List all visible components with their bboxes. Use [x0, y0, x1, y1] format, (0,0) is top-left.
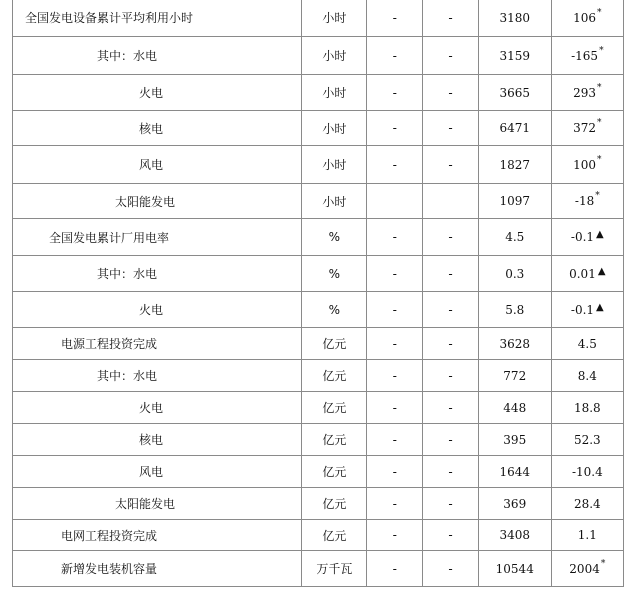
row-label-text: 太阳能发电 [115, 497, 176, 511]
table-row [13, 488, 624, 520]
value-cell-text: 10544 [495, 561, 534, 576]
change-cell [551, 0, 623, 37]
value-cell-text: 772 [503, 368, 527, 383]
col-a-cell [367, 0, 423, 37]
col-b-cell [423, 392, 479, 424]
table-row [13, 392, 624, 424]
row-label [13, 111, 302, 146]
col-b-cell-text: - [448, 464, 453, 479]
col-a-cell-text: - [392, 432, 397, 447]
row-label [13, 256, 302, 292]
change-cell-text: 52.3 [573, 432, 601, 447]
col-b-cell-text: - [448, 85, 453, 100]
unit-cell [302, 146, 367, 184]
col-b-cell-text: - [448, 157, 453, 172]
unit-cell-text: 亿元 [322, 465, 347, 479]
change-cell [551, 488, 623, 520]
table-row [13, 219, 624, 256]
change-cell [551, 360, 623, 392]
change-cell [551, 75, 623, 111]
unit-cell-text: 小时 [322, 11, 347, 25]
col-a-cell-text: - [392, 85, 397, 100]
change-cell-text: 106 [573, 10, 597, 25]
col-a-cell [367, 424, 423, 456]
unit-cell-text: 亿元 [322, 433, 347, 447]
change-cell [551, 111, 623, 146]
asterisk-mark: * [597, 118, 602, 128]
change-cell [551, 328, 623, 360]
change-cell [551, 424, 623, 456]
col-a-cell [367, 146, 423, 184]
table-row [13, 551, 624, 587]
col-a-cell-text: - [392, 230, 397, 244]
unit-cell-text: 小时 [322, 194, 347, 209]
col-a-cell-text: - [392, 561, 397, 576]
col-b-cell [423, 256, 479, 292]
col-b-cell [423, 551, 479, 587]
col-b-cell-text: - [448, 400, 453, 415]
unit-cell [302, 292, 367, 328]
unit-cell [302, 520, 367, 551]
row-label-text: 火电 [139, 401, 164, 415]
col-a-cell-text: - [392, 368, 397, 383]
col-b-cell [423, 456, 479, 488]
col-a-cell [367, 488, 423, 520]
asterisk-mark: * [597, 7, 602, 18]
table-row [13, 456, 624, 488]
row-label-text: 火电 [139, 86, 164, 100]
change-cell-text: 293 [573, 85, 597, 100]
value-cell-text: 0.3 [505, 266, 525, 281]
unit-cell-text: % [328, 230, 341, 244]
col-a-cell [367, 219, 423, 256]
col-a-cell [367, 37, 423, 75]
row-label [13, 184, 302, 219]
unit-cell [302, 392, 367, 424]
value-cell-text: 395 [503, 432, 527, 447]
table-row [13, 37, 624, 75]
asterisk-mark: * [599, 45, 604, 56]
row-label-text: 其中：水电 [97, 49, 158, 63]
asterisk-mark: * [597, 154, 602, 165]
value-cell-text: 3665 [499, 85, 531, 100]
col-b-cell-text: - [448, 496, 453, 511]
change-cell [551, 184, 623, 219]
change-cell [551, 520, 623, 551]
row-label [13, 424, 302, 456]
value-cell-text: 3628 [499, 336, 531, 351]
value-cell [478, 424, 551, 456]
value-cell-text: 6471 [499, 121, 531, 135]
row-label [13, 146, 302, 184]
value-cell-text: 1097 [499, 194, 531, 208]
change-cell-text: 28.4 [573, 496, 601, 511]
row-label-text: 电源工程投资完成 [61, 337, 158, 351]
row-label [13, 551, 302, 587]
col-a-cell-text: - [392, 336, 397, 351]
value-cell [478, 360, 551, 392]
table-row [13, 256, 624, 292]
col-a-cell-text: - [392, 496, 397, 511]
change-cell-text: -10.4 [571, 464, 603, 479]
col-a-cell-text: - [392, 528, 397, 542]
unit-cell [302, 219, 367, 256]
col-a-cell-text: - [392, 400, 397, 415]
col-b-cell-text: - [448, 230, 453, 244]
col-b-cell-text: - [448, 48, 453, 63]
row-label [13, 360, 302, 392]
change-cell-text: 4.5 [577, 336, 597, 351]
row-label-text: 电网工程投资完成 [61, 528, 158, 543]
row-label-text: 太阳能发电 [115, 194, 176, 209]
col-b-cell [423, 328, 479, 360]
col-b-cell-text: - [448, 266, 453, 281]
change-cell [551, 551, 623, 587]
table-body [13, 0, 624, 587]
col-b-cell [423, 292, 479, 328]
col-b-cell [423, 488, 479, 520]
col-a-cell [367, 75, 423, 111]
col-b-cell-text: - [448, 10, 453, 25]
col-b-cell-text: - [448, 432, 453, 447]
col-b-cell [423, 37, 479, 75]
table-row [13, 0, 624, 37]
row-label-text: 新增发电装机容量 [61, 562, 158, 576]
col-b-cell [423, 146, 479, 184]
value-cell [478, 392, 551, 424]
col-b-cell-text: - [448, 121, 453, 135]
triangle-icon: ▲ [596, 229, 604, 240]
col-b-cell-text: - [448, 336, 453, 351]
col-a-cell-text: - [392, 464, 397, 479]
col-a-cell [367, 456, 423, 488]
row-label-text: 其中：水电 [97, 369, 158, 383]
value-cell [478, 256, 551, 292]
col-b-cell-text: - [448, 368, 453, 383]
triangle-icon: ▲ [596, 301, 604, 313]
col-a-cell-text: - [392, 48, 397, 63]
change-cell-text: 8.4 [577, 368, 597, 383]
value-cell-text: 1644 [499, 464, 531, 479]
col-a-cell-text: - [392, 266, 397, 281]
unit-cell-text: % [328, 266, 341, 281]
row-label [13, 392, 302, 424]
col-a-cell [367, 520, 423, 551]
row-label [13, 219, 302, 256]
row-label-text: 火电 [139, 303, 164, 317]
col-b-cell [423, 184, 479, 219]
table-row [13, 111, 624, 146]
row-label [13, 520, 302, 551]
value-cell-text: 448 [503, 400, 527, 415]
table-row [13, 360, 624, 392]
change-cell-text: 0.01 [569, 266, 596, 281]
col-a-cell [367, 111, 423, 146]
unit-cell [302, 488, 367, 520]
unit-cell [302, 0, 367, 37]
change-cell-text: -165 [571, 48, 599, 63]
row-label [13, 292, 302, 328]
value-cell [478, 328, 551, 360]
value-cell [478, 75, 551, 111]
change-cell [551, 292, 623, 328]
triangle-icon: ▲ [597, 265, 606, 277]
asterisk-mark: * [597, 82, 602, 93]
row-label-text: 风电 [139, 158, 164, 172]
unit-cell-text: 亿元 [322, 337, 347, 351]
change-cell [551, 256, 623, 292]
unit-cell-text: 小时 [322, 49, 347, 63]
unit-cell-text: 万千瓦 [316, 562, 353, 576]
value-cell [478, 0, 551, 37]
value-cell [478, 551, 551, 587]
unit-cell [302, 37, 367, 75]
col-a-cell-text: - [392, 302, 397, 317]
col-b-cell-text: - [448, 561, 453, 576]
unit-cell [302, 256, 367, 292]
change-cell [551, 456, 623, 488]
unit-cell [302, 184, 367, 219]
row-label-text: 核电 [139, 121, 164, 136]
change-cell-text: 1.1 [577, 528, 597, 542]
table-row [13, 146, 624, 184]
unit-cell-text: 小时 [322, 121, 347, 136]
unit-cell [302, 75, 367, 111]
value-cell [478, 146, 551, 184]
table-row [13, 520, 624, 551]
change-cell [551, 392, 623, 424]
unit-cell [302, 424, 367, 456]
asterisk-mark: * [595, 191, 600, 201]
col-a-cell [367, 392, 423, 424]
change-cell [551, 146, 623, 184]
value-cell-text: 3159 [499, 48, 531, 63]
col-a-cell [367, 256, 423, 292]
change-cell-text: -0.1 [570, 230, 595, 244]
table-row [13, 75, 624, 111]
col-b-cell-text: - [448, 528, 453, 542]
change-cell-text: 100 [573, 157, 597, 172]
table-row [13, 328, 624, 360]
row-label-text: 全国发电设备累计平均利用小时 [25, 11, 194, 25]
row-label-text: 其中：水电 [97, 267, 158, 281]
col-a-cell-text: - [392, 10, 397, 25]
value-cell [478, 520, 551, 551]
col-b-cell-text: - [448, 302, 453, 317]
change-cell-text: 2004 [569, 561, 600, 576]
unit-cell-text: 亿元 [322, 401, 347, 415]
unit-cell-text: 小时 [322, 86, 347, 100]
statistics-table [12, 0, 624, 587]
unit-cell [302, 456, 367, 488]
table-row [13, 184, 624, 219]
col-b-cell [423, 0, 479, 37]
value-cell [478, 219, 551, 256]
value-cell [478, 292, 551, 328]
value-cell-text: 5.8 [505, 302, 525, 317]
col-a-cell [367, 184, 423, 219]
col-a-cell-text: - [392, 121, 397, 135]
value-cell [478, 37, 551, 75]
table-row [13, 424, 624, 456]
value-cell [478, 456, 551, 488]
value-cell [478, 488, 551, 520]
col-a-cell-text: - [392, 157, 397, 172]
row-label [13, 488, 302, 520]
value-cell-text: 3408 [499, 528, 531, 542]
change-cell [551, 37, 623, 75]
value-cell-text: 3180 [499, 10, 531, 25]
col-b-cell [423, 111, 479, 146]
value-cell-text: 1827 [499, 157, 531, 172]
col-a-cell [367, 328, 423, 360]
col-b-cell [423, 219, 479, 256]
col-a-cell [367, 360, 423, 392]
row-label-text: 风电 [139, 465, 164, 479]
unit-cell-text: 小时 [322, 158, 347, 172]
change-cell-text: 18.8 [573, 400, 601, 415]
unit-cell-text: % [328, 302, 341, 317]
col-a-cell [367, 292, 423, 328]
col-b-cell [423, 424, 479, 456]
value-cell [478, 111, 551, 146]
row-label-text: 全国发电累计厂用电率 [49, 230, 170, 245]
asterisk-mark: * [600, 558, 606, 569]
row-label [13, 37, 302, 75]
unit-cell [302, 551, 367, 587]
row-label [13, 0, 302, 37]
unit-cell-text: 亿元 [322, 369, 347, 383]
col-b-cell [423, 75, 479, 111]
row-label [13, 75, 302, 111]
unit-cell [302, 360, 367, 392]
col-b-cell [423, 520, 479, 551]
change-cell [551, 219, 623, 256]
row-label [13, 456, 302, 488]
unit-cell [302, 111, 367, 146]
change-cell-text: -0.1 [570, 302, 595, 317]
row-label [13, 328, 302, 360]
unit-cell [302, 328, 367, 360]
value-cell [478, 184, 551, 219]
col-b-cell [423, 360, 479, 392]
unit-cell-text: 亿元 [322, 497, 347, 511]
value-cell-text: 4.5 [505, 230, 525, 244]
value-cell-text: 369 [503, 496, 527, 511]
change-cell-text: -18 [574, 194, 595, 208]
change-cell-text: 372 [573, 121, 597, 135]
unit-cell-text: 亿元 [322, 528, 347, 543]
row-label-text: 核电 [139, 433, 164, 447]
table-row [13, 292, 624, 328]
col-a-cell [367, 551, 423, 587]
